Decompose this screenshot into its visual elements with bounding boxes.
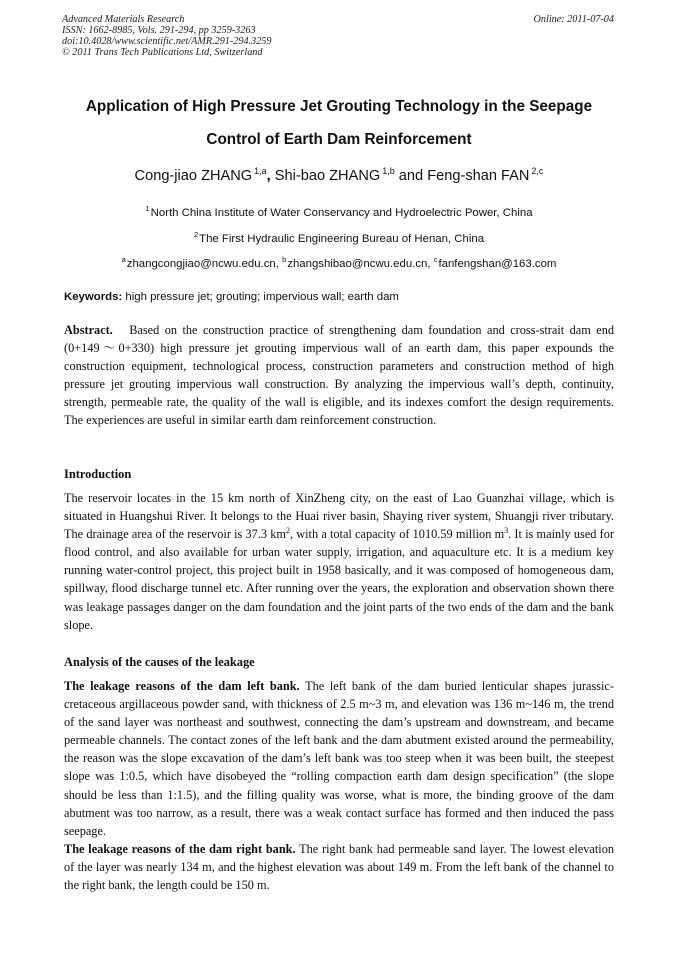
email-address: zhangcongjiao@ncwu.edu.cn, <box>126 258 283 270</box>
email-list <box>0 255 678 270</box>
affiliation-2 <box>0 230 678 245</box>
email-marker: b <box>282 255 287 264</box>
affiliation-marker: 2 <box>193 230 199 239</box>
affiliation-marker: 1 <box>145 204 150 213</box>
introduction-text: , with a total capacity of 1010.59 million m <box>289 527 505 542</box>
abstract <box>64 321 614 430</box>
abstract-text: Based on the construction practice of strengthening dam foundation and cross-strait dam end (0+149～0+330) high pressure jet grouting impervious wall of an earth dam, this paper expounds the construction equipment, technological process, construction parameters and construction method of high pressure jet grouting impervious wall construction. By analyzing the impervious wall’s depth, continuity, strength, permeable rate, the quality of the wall is eligible, and its indexes comfort the design requirements. The experiences are useful in similar earth dam reinforcement construction. <box>64 323 614 428</box>
author-name: Feng-shan FAN <box>427 168 530 184</box>
left-bank-paragraph <box>64 677 614 840</box>
copyright-line: © 2011 Trans Tech Publications Ltd, Switzerland <box>62 47 263 58</box>
right-bank-paragraph <box>64 840 614 894</box>
doi-line: doi:10.4028/www.scientific.net/AMR.291-294.3259 <box>62 36 272 47</box>
author-affil-marker: 1,a <box>254 166 267 176</box>
journal-header <box>62 14 271 58</box>
section-heading-introduction: Introduction <box>64 467 132 481</box>
author-separator: , <box>266 168 275 184</box>
email-marker: c <box>433 255 438 264</box>
email-address: fanfengshan@163.com <box>438 258 557 270</box>
email-address: zhangshibao@ncwu.edu.cn, <box>287 258 434 270</box>
title-line-1: Application of High Pressure Jet Grouting Technology in the Seepage <box>85 98 593 115</box>
title-line-2: Control of Earth Dam Reinforcement <box>206 131 472 148</box>
abstract-label: Abstract. <box>64 323 113 337</box>
introduction-text: The reservoir locates in the 15 km north of XinZheng city, on the east of Lao Guanzhai village, which is situated in Huangshui River. It belongs to the Huai river basin, Shaying river system, Shuangji river tributary. The drainage area of the reservoir is 37.3 km <box>64 491 614 542</box>
paragraph-lead: The leakage reasons of the dam left bank. <box>64 679 300 693</box>
author-affil-marker: 1,b <box>382 166 395 176</box>
affiliation-1 <box>0 204 678 219</box>
online-date: Online: 2011-07-04 <box>533 14 614 25</box>
paragraph-lead: The leakage reasons of the dam right bank. <box>64 842 296 856</box>
keywords-label: Keywords: <box>64 291 123 303</box>
keywords <box>64 291 399 303</box>
introduction-text: . It is mainly used for flood control, and also available for urban water supply, irrigation, and aquaculture etc. It is a medium key running water-control project, this project built in 1958 basically, and it was composed of homogeneous dam, spillway, flood discharge tunnel etc. After running over the years, the exploration and observation shown there was leakage passages danger on the dam foundation and the joint parts of the two ends of the dam and the bank slope. <box>64 527 614 632</box>
paper-title <box>40 90 638 156</box>
section-heading-analysis: Analysis of the causes of the leakage <box>64 655 255 669</box>
author-affil-marker: 2,c <box>531 166 544 176</box>
author-name: Shi-bao ZHANG <box>274 168 381 184</box>
superscript: 2 <box>285 526 290 536</box>
introduction-paragraph <box>64 489 614 634</box>
journal-name: Advanced Materials Research <box>62 14 185 25</box>
author-list <box>0 166 678 184</box>
paragraph-text: The left bank of the dam buried lenticular shapes jurassic-cretaceous argillaceous powder sand, with thickness of 2.5 m~3 m, and elevation was 136 m~146 m, the trend of the sand layer was northeast and southwest, connecting the dam’s upstream and downstream, and became permeable channels. The contact zones of the left bank and the dam abutment existed around the permeability, the reason was the slope excavation of the dam’s left bank was too steep when it was been built, the steepest slope was 1:0.5, which have disobeyed the “rolling compaction earth dam design specification” (the slope should be less than 1:1.5), and the filling quality was worse, what is more, the binding groove of the dam abutment was too narrow, as a result, there was a weak contact surface has formed and then induced the pass seepage. <box>64 679 614 838</box>
affiliation-text: North China Institute of Water Conservancy and Hydroelectric Power, China <box>150 207 533 219</box>
author-separator: and <box>394 168 428 184</box>
superscript: 3 <box>504 526 509 536</box>
author-name: Cong-jiao ZHANG <box>134 168 253 184</box>
issn-line: ISSN: 1662-8985, Vols. 291-294, pp 3259-3263 <box>62 25 256 36</box>
email-marker: a <box>121 255 126 264</box>
paragraph-text: The right bank had permeable sand layer. The lowest elevation of the layer was nearly 134 m, and the highest elevation was about 149 m. From the left bank of the channel to the right bank, the length could be 150 m. <box>64 842 614 893</box>
affiliation-text: The First Hydraulic Engineering Bureau of Henan, China <box>199 233 485 245</box>
keywords-text: high pressure jet; grouting; impervious wall; earth dam <box>122 291 399 303</box>
